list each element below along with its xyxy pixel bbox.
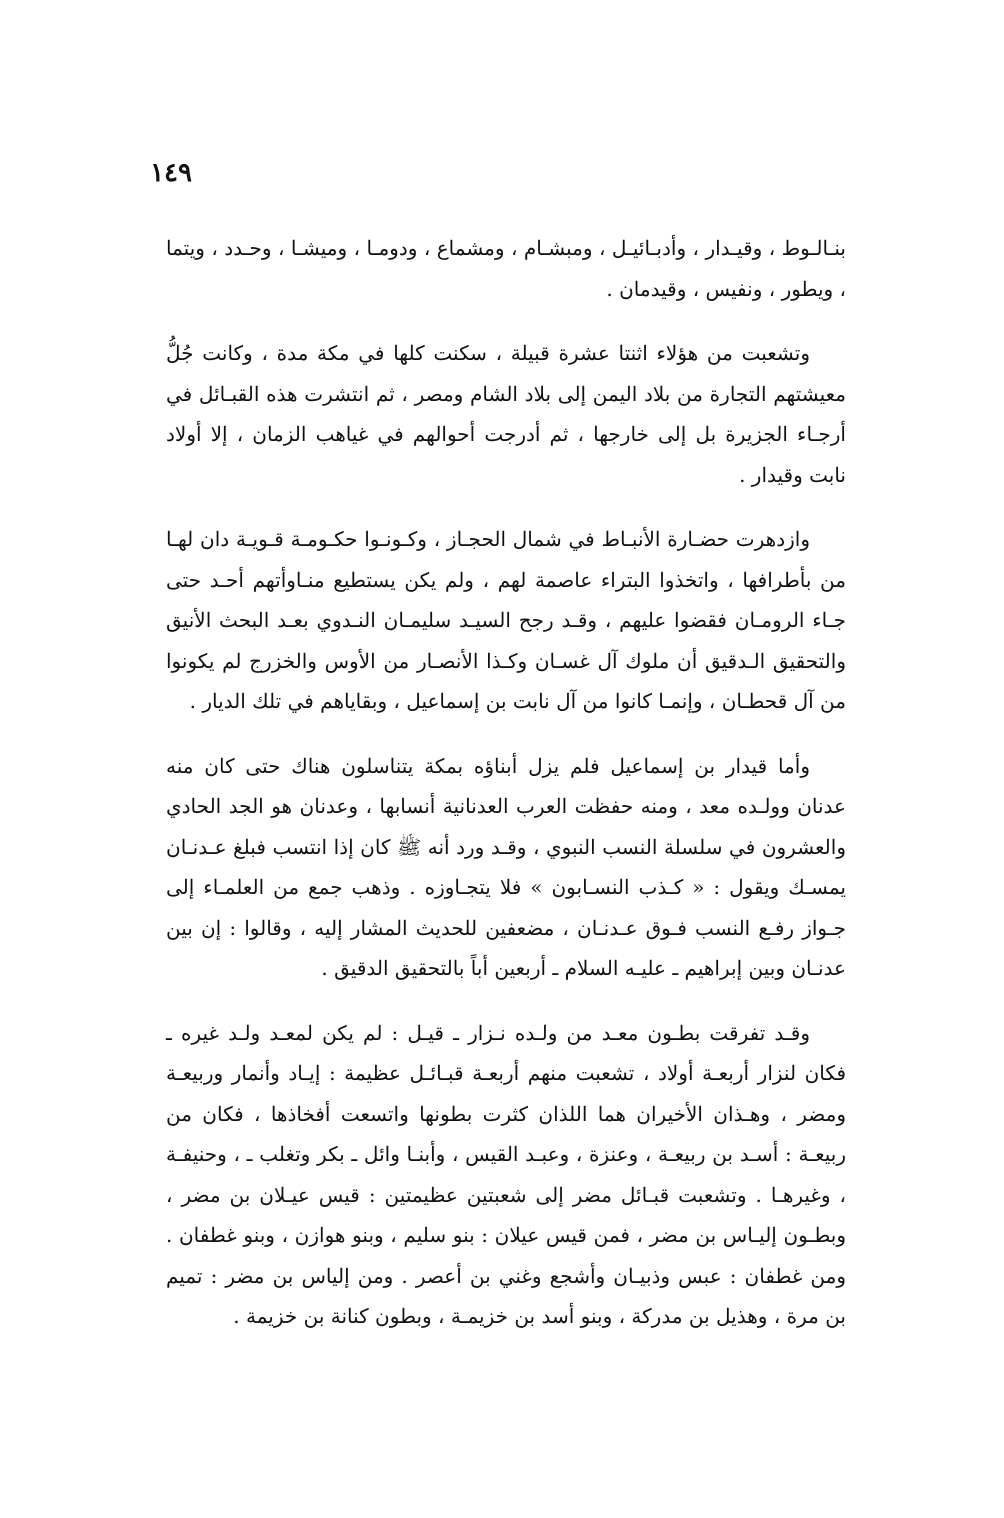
paragraph: وتشعبت من هؤلاء اثنتا عشرة قبيلة ، سكنت كلها في مكة مدة ، وكانت جُلُّ معيشتهم التجارة من بلاد اليمن إلى بلاد الشام ومصر ، ثم انتشرت هذه القبـائل في أرجـاء الجزيرة بل إلى خارجها ، ثم أدرجت أحوالهم في غياهب الزمان ، إلا أولاد نابت وقيدار . xyxy=(166,341,846,487)
paragraph-continuation: بنـالـوط ، وقيـدار ، وأدبـائيـل ، ومبشـام ، ومشماع ، ودومـا ، وميشـا ، وحـدد ، ويتما ، ويطور ، ونفيس ، وقيدمان . xyxy=(166,236,846,301)
paragraph: وازدهرت حضـارة الأنبـاط في شمال الحجـاز ، وكـونـوا حكـومـة قـويـة دان لهـا من بأطرافها ، واتخذوا البتراء عاصمة لهم ، ولم يكن يستطيع منـاوأتهم أحـد حتى جـاء الرومـان فقضوا عليهم ، وقـد رجح السيـد سليمـان النـدوي بعـد البحث الأنيق والتحقيق الـدقيق أن ملوك آل غسـان وكـذا الأنصـار من الأوس والخزرج لم يكونوا من آل قحطـان ، وإنمـا كانوا من آل نابت بن إسماعيل ، وبقاياهم في تلك الديار . xyxy=(166,527,846,713)
page-number: ١٤٩ xyxy=(150,158,192,188)
paragraph: وأما قيدار بن إسماعيل فلم يزل أبناؤه بمكة يتناسلون هناك حتى كان منه عدنان وولـده معد ، ومنه حفظت العرب العدنانية أنسابها ، وعدنان هو الجد الحادي والعشرون في سلسلة النسب النبوي ، وقـد ورد أنه ﷺ كان إذا انتسب فبلغ عـدنـان يمسـك ويقول : « كـذب النسـابون » فلا يتجـاوزه . وذهب جمع من العلمـاء إلى جـواز رفـع النسب فـوق عـدنـان ، مضعفين للحديث المشار إليه ، وقالوا : إن بين عدنـان وبين إبراهيم ـ عليـه السلام ـ أربعين أباً بالتحقيق الدقيق . xyxy=(166,753,846,980)
page-body xyxy=(166,228,846,1361)
paragraph: وقـد تفرقت بطـون معـد من ولـده نـزار ـ قيـل : لم يكن لمعـد ولـد غيره ـ فكان لنزار أربعـة أولاد ، تشعبت منهم أربعـة قبـائـل عظيمة : إيـاد وأنمار وربيعـة ومضر ، وهـذان الأخيران هما اللذان كثرت بطونها واتسعت أفخاذها ، فكان من ربيعـة : أسـد بن ربيعـة ، وعنزة ، وعبـد القيس ، وأبنـا وائل ـ بكر وتغلب ـ ، وحنيفـة ، وغيرهـا . وتشعبت قبـائل مضر إلى شعبتين عظيمتين : قيس عيـلان بن مضر ، وبطـون إليـاس بن مضر ، فمن قيس عيلان : بنو سليم ، وبنو هوازن ، وبنو غطفان . ومن غطفان : عبس وذبيـان وأشجع وغني بن أعصر . ومن إلياس بن مضر : تميم بن مرة ، وهذيل بن مدركة ، وبنو أسد بن خزيمـة ، وبطون كنانة بن خزيمة . xyxy=(166,1020,846,1328)
